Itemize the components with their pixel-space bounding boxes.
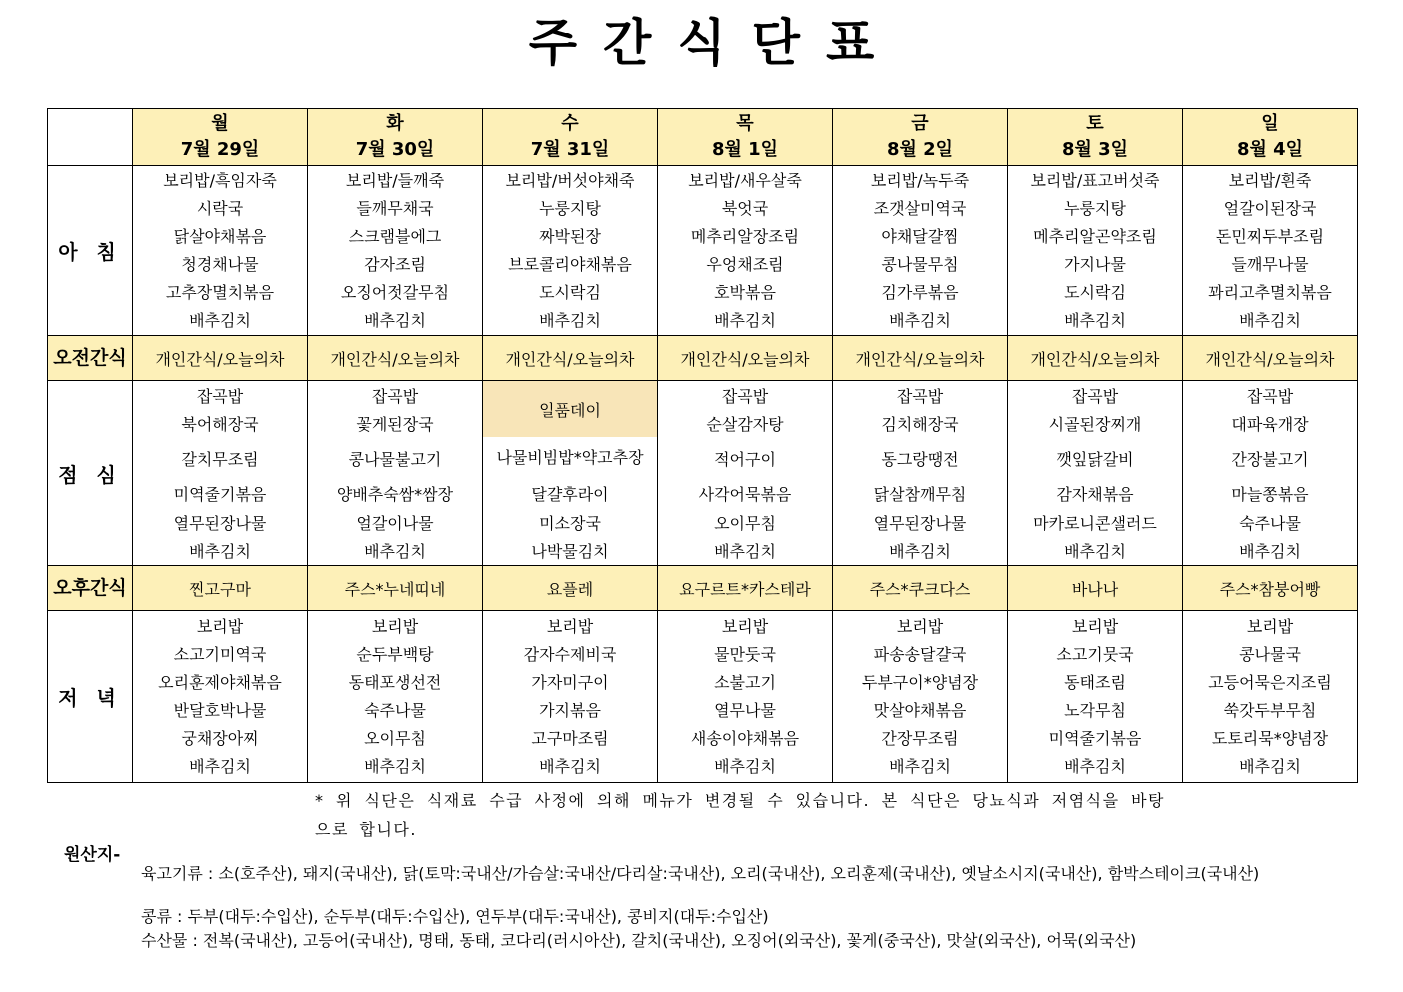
pm-snack-label: 오후간식	[48, 566, 133, 611]
menu-item: 도시락김	[1064, 282, 1126, 302]
menu-item: 대파육개장	[1231, 414, 1309, 434]
menu-item: 들깨무나물	[1231, 254, 1309, 274]
dinner-list	[308, 613, 482, 781]
menu-item: 보리밥	[546, 616, 594, 636]
snack-cell: 요플레	[483, 566, 658, 611]
menu-item: 순살감자탕	[706, 414, 784, 434]
snack-cell: 찐고구마	[133, 566, 308, 611]
menu-item: 배추김치	[364, 756, 426, 776]
menu-item: 배추김치	[189, 310, 251, 330]
menu-item: 간장무조림	[881, 728, 959, 748]
menu-cell	[1008, 166, 1183, 336]
menu-item: 보리밥	[1246, 616, 1294, 636]
menu-item: 일품데이	[483, 381, 657, 437]
menu-item: 가지볶음	[539, 700, 601, 720]
day-header: 일 8월 4일	[1183, 109, 1358, 166]
menu-item: 궁채장아찌	[181, 728, 259, 748]
menu-item: 미역줄기볶음	[1048, 728, 1142, 748]
menu-cell	[1183, 611, 1358, 783]
menu-note: * 위 식단은 식재료 수급 사정에 의해 메뉴가 변경될 수 있습니다. 본 식단은 당뇨식과 저염식을 바탕으로 합니다.	[315, 791, 1165, 839]
am-snack-label: 오전간식	[48, 336, 133, 381]
menu-item: 노각무침	[1064, 700, 1126, 720]
menu-item: 사각어묵볶음	[698, 485, 792, 504]
breakfast-list	[483, 167, 657, 335]
menu-item: 적어구이	[714, 449, 776, 469]
dinner-list	[1183, 613, 1357, 781]
lunch-list	[1183, 381, 1357, 565]
menu-cell	[133, 611, 308, 783]
menu-item: 맛살야채볶음	[873, 700, 967, 720]
breakfast-list	[308, 167, 482, 335]
header-row	[48, 109, 1358, 166]
day-header: 화 7월 30일	[308, 109, 483, 166]
menu-cell	[483, 166, 658, 336]
dinner-row	[48, 611, 1358, 783]
snack-cell: 바나나	[1008, 566, 1183, 611]
menu-item: 감자수제비국	[523, 644, 617, 664]
menu-item: 소고기뭇국	[1056, 644, 1134, 664]
menu-item: 파송송달걀국	[873, 644, 967, 664]
snack-cell: 주스*누네띠네	[308, 566, 483, 611]
origin-meat: 육고기류 : 소(호주산), 돼지(국내산), 닭(토막:국내산/가슴살:국내산/다리살:국내산), 오리(국내산), 오리훈제(국내산), 옛날소시지(국내산), 함박스테이크(국내산)	[141, 864, 1260, 883]
menu-item: 배추김치	[714, 542, 776, 561]
menu-item: 콩나물국	[1239, 644, 1301, 664]
menu-item: 야채달걀찜	[881, 226, 959, 246]
menu-item: 보리밥	[896, 616, 944, 636]
menu-item: 미소장국	[539, 513, 601, 533]
menu-cell	[658, 611, 833, 783]
lunch-label: 점 심	[48, 381, 133, 566]
menu-item: 잡곡밥	[721, 386, 769, 406]
menu-item: 새송이야채볶음	[690, 728, 800, 748]
menu-item: 보리밥/흑임자죽	[163, 170, 277, 190]
snack-cell: 개인간식/오늘의차	[1008, 336, 1183, 381]
weekly-menu-table	[47, 108, 1358, 783]
menu-item: 감자조림	[364, 254, 426, 274]
menu-item: 짜박된장	[539, 226, 601, 246]
menu-item: 오리훈제야채볶음	[158, 672, 282, 692]
snack-cell: 개인간식/오늘의차	[133, 336, 308, 381]
menu-item: 배추김치	[1239, 756, 1301, 776]
menu-item: 쑥갓두부무침	[1223, 700, 1317, 720]
lunch-list	[658, 381, 832, 565]
menu-item: 도시락김	[539, 282, 601, 302]
menu-cell	[483, 381, 658, 566]
menu-item: 보리밥/들깨죽	[345, 170, 445, 190]
menu-item: 메추리알곤약조림	[1033, 226, 1157, 246]
menu-item: 고구마조림	[531, 728, 609, 748]
menu-item: 잡곡밥	[1071, 386, 1119, 406]
breakfast-label: 아 침	[48, 166, 133, 336]
breakfast-list	[1183, 167, 1357, 335]
am-snack-row	[48, 336, 1358, 381]
menu-item: 열무된장나물	[873, 513, 967, 533]
menu-item: 보리밥	[721, 616, 769, 636]
menu-item: 보리밥	[196, 616, 244, 636]
day-header: 수 7월 31일	[483, 109, 658, 166]
menu-item: 반달호박나물	[173, 700, 267, 720]
menu-item: 돈민찌두부조림	[1215, 226, 1325, 246]
day-header: 목 8월 1일	[658, 109, 833, 166]
snack-cell: 개인간식/오늘의차	[308, 336, 483, 381]
menu-item: 숙주나물	[1239, 513, 1301, 533]
breakfast-list	[658, 167, 832, 335]
menu-item: 가자미구이	[531, 672, 609, 692]
menu-item: 배추김치	[714, 310, 776, 330]
dinner-list	[658, 613, 832, 781]
menu-cell	[833, 381, 1008, 566]
lunch-list	[133, 381, 307, 565]
menu-item: 누룽지탕	[1064, 198, 1126, 218]
menu-item: 잡곡밥	[896, 386, 944, 406]
menu-cell	[133, 381, 308, 566]
menu-item: 열무나물	[714, 700, 776, 720]
dinner-list	[483, 613, 657, 781]
origin-title: 원산지-	[64, 845, 121, 865]
menu-item: 배추김치	[1064, 756, 1126, 776]
snack-cell: 주스*참붕어빵	[1183, 566, 1358, 611]
menu-item: 닭살야채볶음	[173, 226, 267, 246]
menu-item: 배추김치	[889, 756, 951, 776]
menu-item: 배추김치	[189, 542, 251, 561]
lunch-list	[1008, 381, 1182, 565]
menu-item: 배추김치	[889, 310, 951, 330]
menu-item: 북어해장국	[181, 414, 259, 434]
menu-item: 오이무침	[714, 513, 776, 533]
menu-item: 보리밥	[371, 616, 419, 636]
menu-item: 마늘쫑볶음	[1231, 485, 1309, 504]
menu-item: 누룽지탕	[539, 198, 601, 218]
menu-item: 북엇국	[721, 198, 769, 218]
lunch-list	[833, 381, 1007, 565]
dinner-list	[833, 613, 1007, 781]
lunch-list	[483, 381, 657, 565]
menu-item: 얼갈이된장국	[1223, 198, 1317, 218]
menu-item: 시골된장찌개	[1048, 414, 1142, 434]
menu-item: 미역줄기볶음	[173, 485, 267, 504]
menu-item: 동그랑땡전	[881, 449, 959, 469]
menu-item: 콩나물무침	[881, 254, 959, 274]
menu-item: 보리밥	[1071, 616, 1119, 636]
snack-cell: 개인간식/오늘의차	[483, 336, 658, 381]
menu-cell	[308, 166, 483, 336]
menu-item: 보리밥/버섯야채죽	[505, 170, 635, 190]
pm-snack-row	[48, 566, 1358, 611]
menu-item: 꽈리고추멸치볶음	[1208, 282, 1332, 302]
menu-item: 청경채나물	[181, 254, 259, 274]
menu-item: 고추장멸치볶음	[165, 282, 275, 302]
menu-item: 깻잎닭갈비	[1056, 449, 1134, 469]
menu-item: 소고기미역국	[173, 644, 267, 664]
menu-item: 호박볶음	[714, 282, 776, 302]
menu-item: 나박물김치	[531, 542, 609, 561]
corner-cell	[48, 109, 133, 166]
menu-item: 배추김치	[1064, 310, 1126, 330]
menu-item: 배추김치	[714, 756, 776, 776]
menu-cell	[308, 611, 483, 783]
menu-item: 갈치무조림	[181, 449, 259, 469]
menu-item: 오이무침	[364, 728, 426, 748]
menu-item: 배추김치	[189, 756, 251, 776]
menu-item: 우엉채조림	[706, 254, 784, 274]
lunch-list	[308, 381, 482, 565]
snack-cell: 개인간식/오늘의차	[1183, 336, 1358, 381]
dinner-list	[133, 613, 307, 781]
menu-item: 배추김치	[1239, 310, 1301, 330]
menu-item: 간장불고기	[1231, 449, 1309, 469]
menu-item: 잡곡밥	[196, 386, 244, 406]
origin-seafood: 수산물 : 전복(국내산), 고등어(국내산), 명태, 동태, 코다리(러시아산), 갈치(국내산), 오징어(외국산), 꽃게(중국산), 맛살(외국산), 어묵(외국산)	[141, 931, 1137, 950]
menu-item: 나물비빔밥*약고추장	[496, 448, 644, 467]
menu-item: 닭살참깨무침	[873, 485, 967, 504]
dinner-list	[1008, 613, 1182, 781]
menu-item: 양배추숙쌈*쌈장	[336, 485, 454, 504]
menu-item: 스크램블에그	[348, 226, 442, 246]
menu-cell	[1008, 381, 1183, 566]
menu-item: 소불고기	[714, 672, 776, 692]
menu-item: 도토리묵*양념장	[1211, 728, 1329, 748]
menu-cell	[308, 381, 483, 566]
menu-cell	[833, 611, 1008, 783]
menu-item: 동태포생선전	[348, 672, 442, 692]
lunch-row	[48, 381, 1358, 566]
menu-cell	[1183, 381, 1358, 566]
menu-item: 배추김치	[889, 542, 951, 561]
menu-item: 배추김치	[364, 310, 426, 330]
snack-cell: 개인간식/오늘의차	[658, 336, 833, 381]
menu-item: 김가루볶음	[881, 282, 959, 302]
menu-item: 고등어묵은지조림	[1208, 672, 1332, 692]
snack-cell: 주스*쿠크다스	[833, 566, 1008, 611]
menu-cell	[133, 166, 308, 336]
snack-cell: 요구르트*카스테라	[658, 566, 833, 611]
menu-item: 마카로니콘샐러드	[1033, 513, 1157, 533]
breakfast-row	[48, 166, 1358, 336]
menu-item: 김치해장국	[881, 414, 959, 434]
menu-cell	[833, 166, 1008, 336]
menu-item: 배추김치	[539, 310, 601, 330]
menu-item: 오징어젓갈무침	[340, 282, 450, 302]
day-header: 금 8월 2일	[833, 109, 1008, 166]
menu-cell	[658, 166, 833, 336]
menu-item: 콩나물불고기	[348, 449, 442, 469]
menu-item: 달걀후라이	[531, 485, 609, 504]
breakfast-list	[133, 167, 307, 335]
menu-item: 물만둣국	[714, 644, 776, 664]
menu-item: 잡곡밥	[371, 386, 419, 406]
menu-item: 꽃게된장국	[356, 414, 434, 434]
menu-item: 두부구이*양념장	[861, 672, 979, 692]
origin-beans: 콩류 : 두부(대두:수입산), 순두부(대두:수입산), 연두부(대두:국내산), 콩비지(대두:수입산)	[141, 907, 769, 926]
menu-cell	[658, 381, 833, 566]
menu-item: 조갯살미역국	[873, 198, 967, 218]
menu-item: 보리밥/표고버섯죽	[1030, 170, 1160, 190]
menu-item: 보리밥/흰죽	[1228, 170, 1312, 190]
menu-item: 배추김치	[1064, 542, 1126, 561]
menu-item: 동태조림	[1064, 672, 1126, 692]
menu-item: 잡곡밥	[1246, 386, 1294, 406]
menu-cell	[1183, 166, 1358, 336]
menu-item: 메추리알장조림	[690, 226, 800, 246]
breakfast-list	[1008, 167, 1182, 335]
page-title: 주간식단표	[528, 14, 901, 72]
menu-item: 시락국	[196, 198, 244, 218]
menu-item: 순두부백탕	[356, 644, 434, 664]
menu-item: 배추김치	[364, 542, 426, 561]
menu-item: 열무된장나물	[173, 513, 267, 533]
dinner-label: 저 녁	[48, 611, 133, 783]
day-header: 월 7월 29일	[133, 109, 308, 166]
menu-item: 보리밥/새우살죽	[688, 170, 802, 190]
menu-item: 브로콜리야채볶음	[508, 254, 632, 274]
menu-item: 들깨무채국	[356, 198, 434, 218]
breakfast-list	[833, 167, 1007, 335]
day-header: 토 8월 3일	[1008, 109, 1183, 166]
menu-item: 배추김치	[1239, 542, 1301, 561]
menu-item: 숙주나물	[364, 700, 426, 720]
menu-item: 얼갈이나물	[356, 513, 434, 533]
menu-item: 배추김치	[539, 756, 601, 776]
menu-item: 감자채볶음	[1056, 485, 1134, 504]
menu-cell	[1008, 611, 1183, 783]
menu-item: 가지나물	[1064, 254, 1126, 274]
menu-cell	[483, 611, 658, 783]
snack-cell: 개인간식/오늘의차	[833, 336, 1008, 381]
menu-item: 보리밥/녹두죽	[870, 170, 970, 190]
